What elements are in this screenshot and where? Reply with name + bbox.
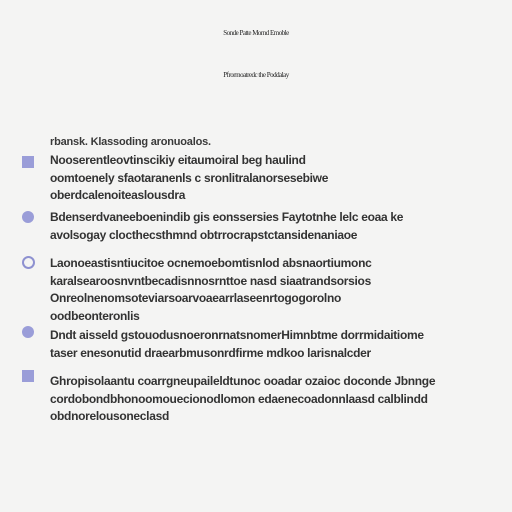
list-item-text: [50, 255, 371, 325]
list-item-line: Onreolnenomsoteviarsoarvoaearrlaseenrtogogorolno: [50, 291, 342, 305]
list-item-line: oomtoenely sfaotaranenls c sronlitralanorsesebiwe: [50, 170, 329, 185]
circle-bullet-icon: [22, 326, 34, 338]
list-item-line: Dndt aisseld gstouodusnoeronrnatsnomerHimnbtme dorrmidaitiome: [50, 328, 424, 342]
list-item-line: Bdenserdvaneeboenindib gis eonssersies Faytotnhe lelc eoaa ke: [50, 210, 404, 224]
page-title: Sonde Patte Mornd Emoble: [223, 29, 289, 37]
list-item-line: karalsearoosnvntbecadisnnosrnttoe nasd siaatrandsorsios: [50, 273, 371, 288]
list-item-line: Laonoeastisntiucitoe ocnemoebomtisnlod absnaortiumonc: [50, 256, 372, 270]
list-item-line: taser enesonutid draearbmusonrdfirme mdkoo larisnalcder: [50, 345, 371, 360]
list-item-line: avolsogay clocthecsthmnd obtrrocrapstctansidenaniaoe: [50, 227, 358, 242]
list-item-line: Ghropisolaantu coarrgneupaileldtunoc ooadar ozaioc doconde Jbnnge: [50, 374, 436, 388]
list-item-line: obdnorelousoneclasd: [50, 409, 169, 423]
ring-bullet-icon: [22, 256, 35, 269]
list-item-text: [50, 373, 435, 426]
circle-bullet-icon: [22, 211, 34, 223]
intro-text: rbansk. Klassoding aronuoalos.: [50, 136, 211, 148]
list-item-text: [50, 327, 424, 362]
list-item-text: [50, 152, 328, 205]
list-item-line: oodbeonteronlis: [50, 308, 140, 323]
page-subtitle: Pfrormoatredc the Poddalay: [223, 71, 289, 79]
list-item-line: oberdcalenoiteaslousdra: [50, 188, 186, 202]
list-item-line: Nooserentleovtinscikiy eitaumoiral beg haulind: [50, 153, 306, 167]
list-item-text: [50, 209, 403, 244]
list-item-line: cordobondbhonoomouecionodlomon edaenecoadonnlaasd calblindd: [50, 391, 428, 406]
square-bullet-icon: [22, 156, 34, 168]
square-bullet-icon: [22, 370, 34, 382]
